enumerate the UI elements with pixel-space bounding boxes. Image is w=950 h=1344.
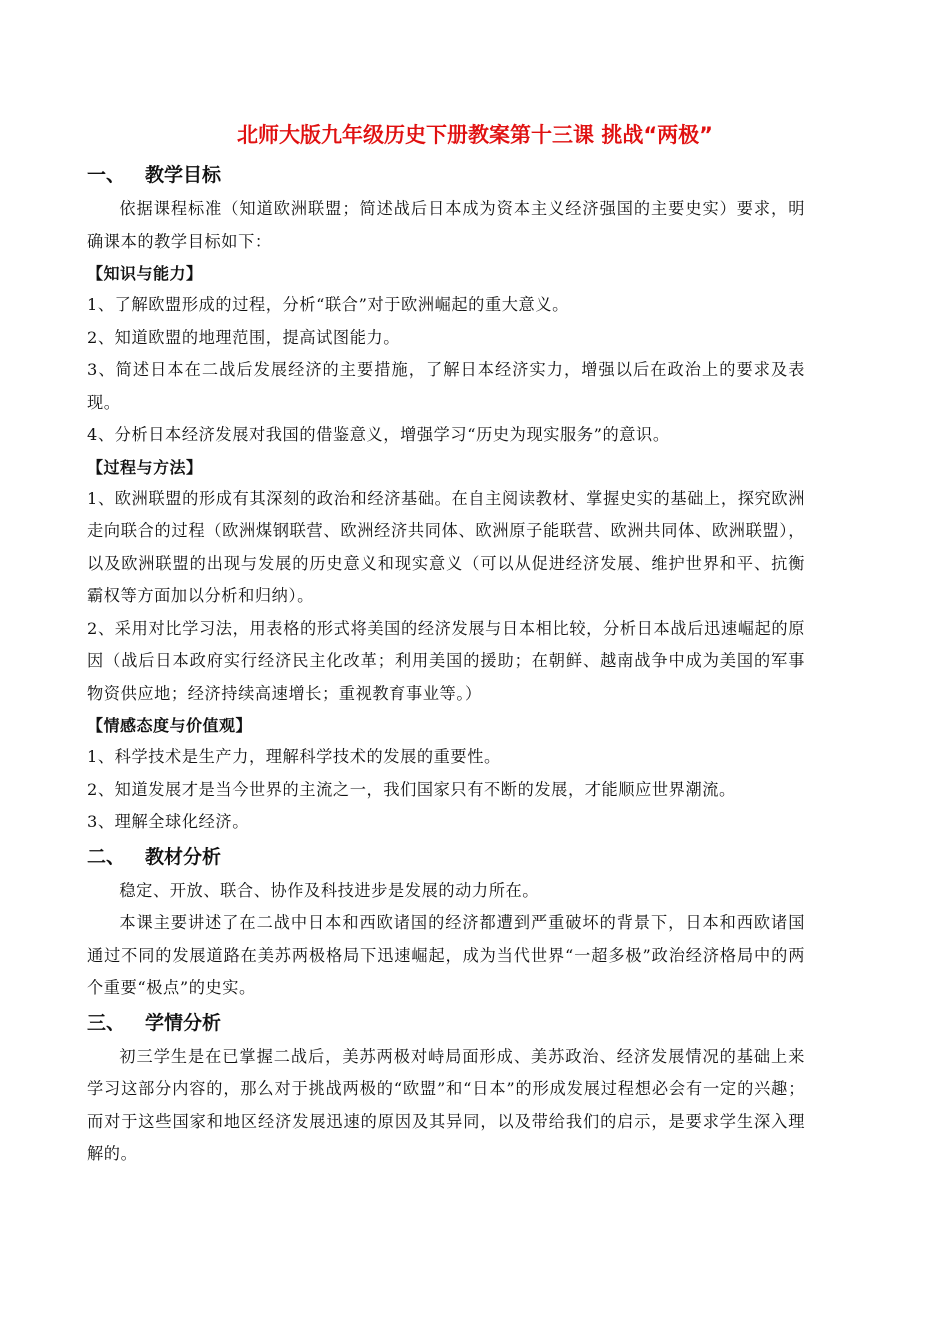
section-heading xyxy=(87,839,805,875)
list-item: 3、简述日本在二战后发展经济的主要措施，了解日本经济实力，增强以后在政治上的要求及表现。 xyxy=(87,360,805,412)
list-item: 2、采用对比学习法，用表格的形式将美国的经济发展与日本相比较，分析日本战后迅速崛起的原因（战后日本政府实行经济民主化改革；利用美国的援助；在朝鲜、越南战争中成为美国的军事物资供应地；经济持续高速增长；重视教育事业等。） xyxy=(87,618,805,703)
section-heading xyxy=(87,1005,805,1041)
section-title: 教材分析 xyxy=(145,845,222,868)
section-intro-paragraph: 依据课程标准（知道欧洲联盟；简述战后日本成为资本主义经济强国的主要史实）要求，明确课本的教学目标如下： xyxy=(87,199,805,251)
list-item: 3、理解全球化经济。 xyxy=(87,812,249,831)
group-label-values: 【情感态度与价值观】 xyxy=(87,716,253,735)
paragraph: 初三学生是在已掌握二战后，美苏两极对峙局面形成、美苏政治、经济发展情况的基础上来学习这部分内容的，那么对于挑战两极的“欧盟”和“日本”的形成发展过程想必会有一定的兴趣；而对于这些国家和地区经济发展迅速的原因及其异同，以及带给我们的启示，是要求学生深入理解的。 xyxy=(87,1046,805,1163)
paragraph: 本课主要讲述了在二战中日本和西欧诸国的经济都遭到严重破坏的背景下，日本和西欧诸国通过不同的发展道路在美苏两极格局下迅速崛起，成为当代世界“一超多极”政治经济格局中的两个重要“极点”的史实。 xyxy=(87,913,805,997)
section-number: 二、 xyxy=(87,845,126,868)
section-teaching-objectives xyxy=(87,157,805,839)
paragraph: 稳定、开放、联合、协作及科技进步是发展的动力所在。 xyxy=(119,880,540,900)
section-student-analysis xyxy=(87,1005,805,1171)
document-body xyxy=(87,157,805,1171)
group-label-knowledge: 【知识与能力】 xyxy=(87,264,203,283)
section-textbook-analysis xyxy=(87,839,805,1005)
group-label-process: 【过程与方法】 xyxy=(87,457,203,477)
list-item: 2、知道发展才是当今世界的主流之一，我们国家只有不断的发展，才能顺应世界潮流。 xyxy=(87,779,736,799)
section-title: 学情分析 xyxy=(145,1011,222,1034)
section-number: 三、 xyxy=(87,1011,126,1034)
list-item: 1、科学技术是生产力，理解科学技术的发展的重要性。 xyxy=(87,747,501,766)
list-item: 1、了解欧盟形成的过程，分析“联合”对于欧洲崛起的重大意义。 xyxy=(87,295,569,314)
list-item: 1、欧洲联盟的形成有其深刻的政治和经济基础。在自主阅读教材、掌握史实的基础上，探究欧洲走向联合的过程（欧洲煤钢联营、欧洲经济共同体、欧洲原子能联营、欧洲共同体、欧洲联盟），以及欧洲联盟的出现与发展的历史意义和现实意义（可以从促进经济发展、维护世界和平、抗衡霸权等方面加以分析和归纳）。 xyxy=(87,488,805,605)
section-number: 一、 xyxy=(87,164,126,186)
section-heading xyxy=(87,157,805,193)
document-title: 北师大版九年级历史下册教案第十三课 挑战“两极” xyxy=(237,123,713,147)
list-item: 4、分析日本经济发展对我国的借鉴意义，增强学习“历史为现实服务”的意识。 xyxy=(87,425,670,444)
section-title: 教学目标 xyxy=(145,164,222,186)
list-item: 2、知道欧盟的地理范围，提高试图能力。 xyxy=(87,327,401,347)
